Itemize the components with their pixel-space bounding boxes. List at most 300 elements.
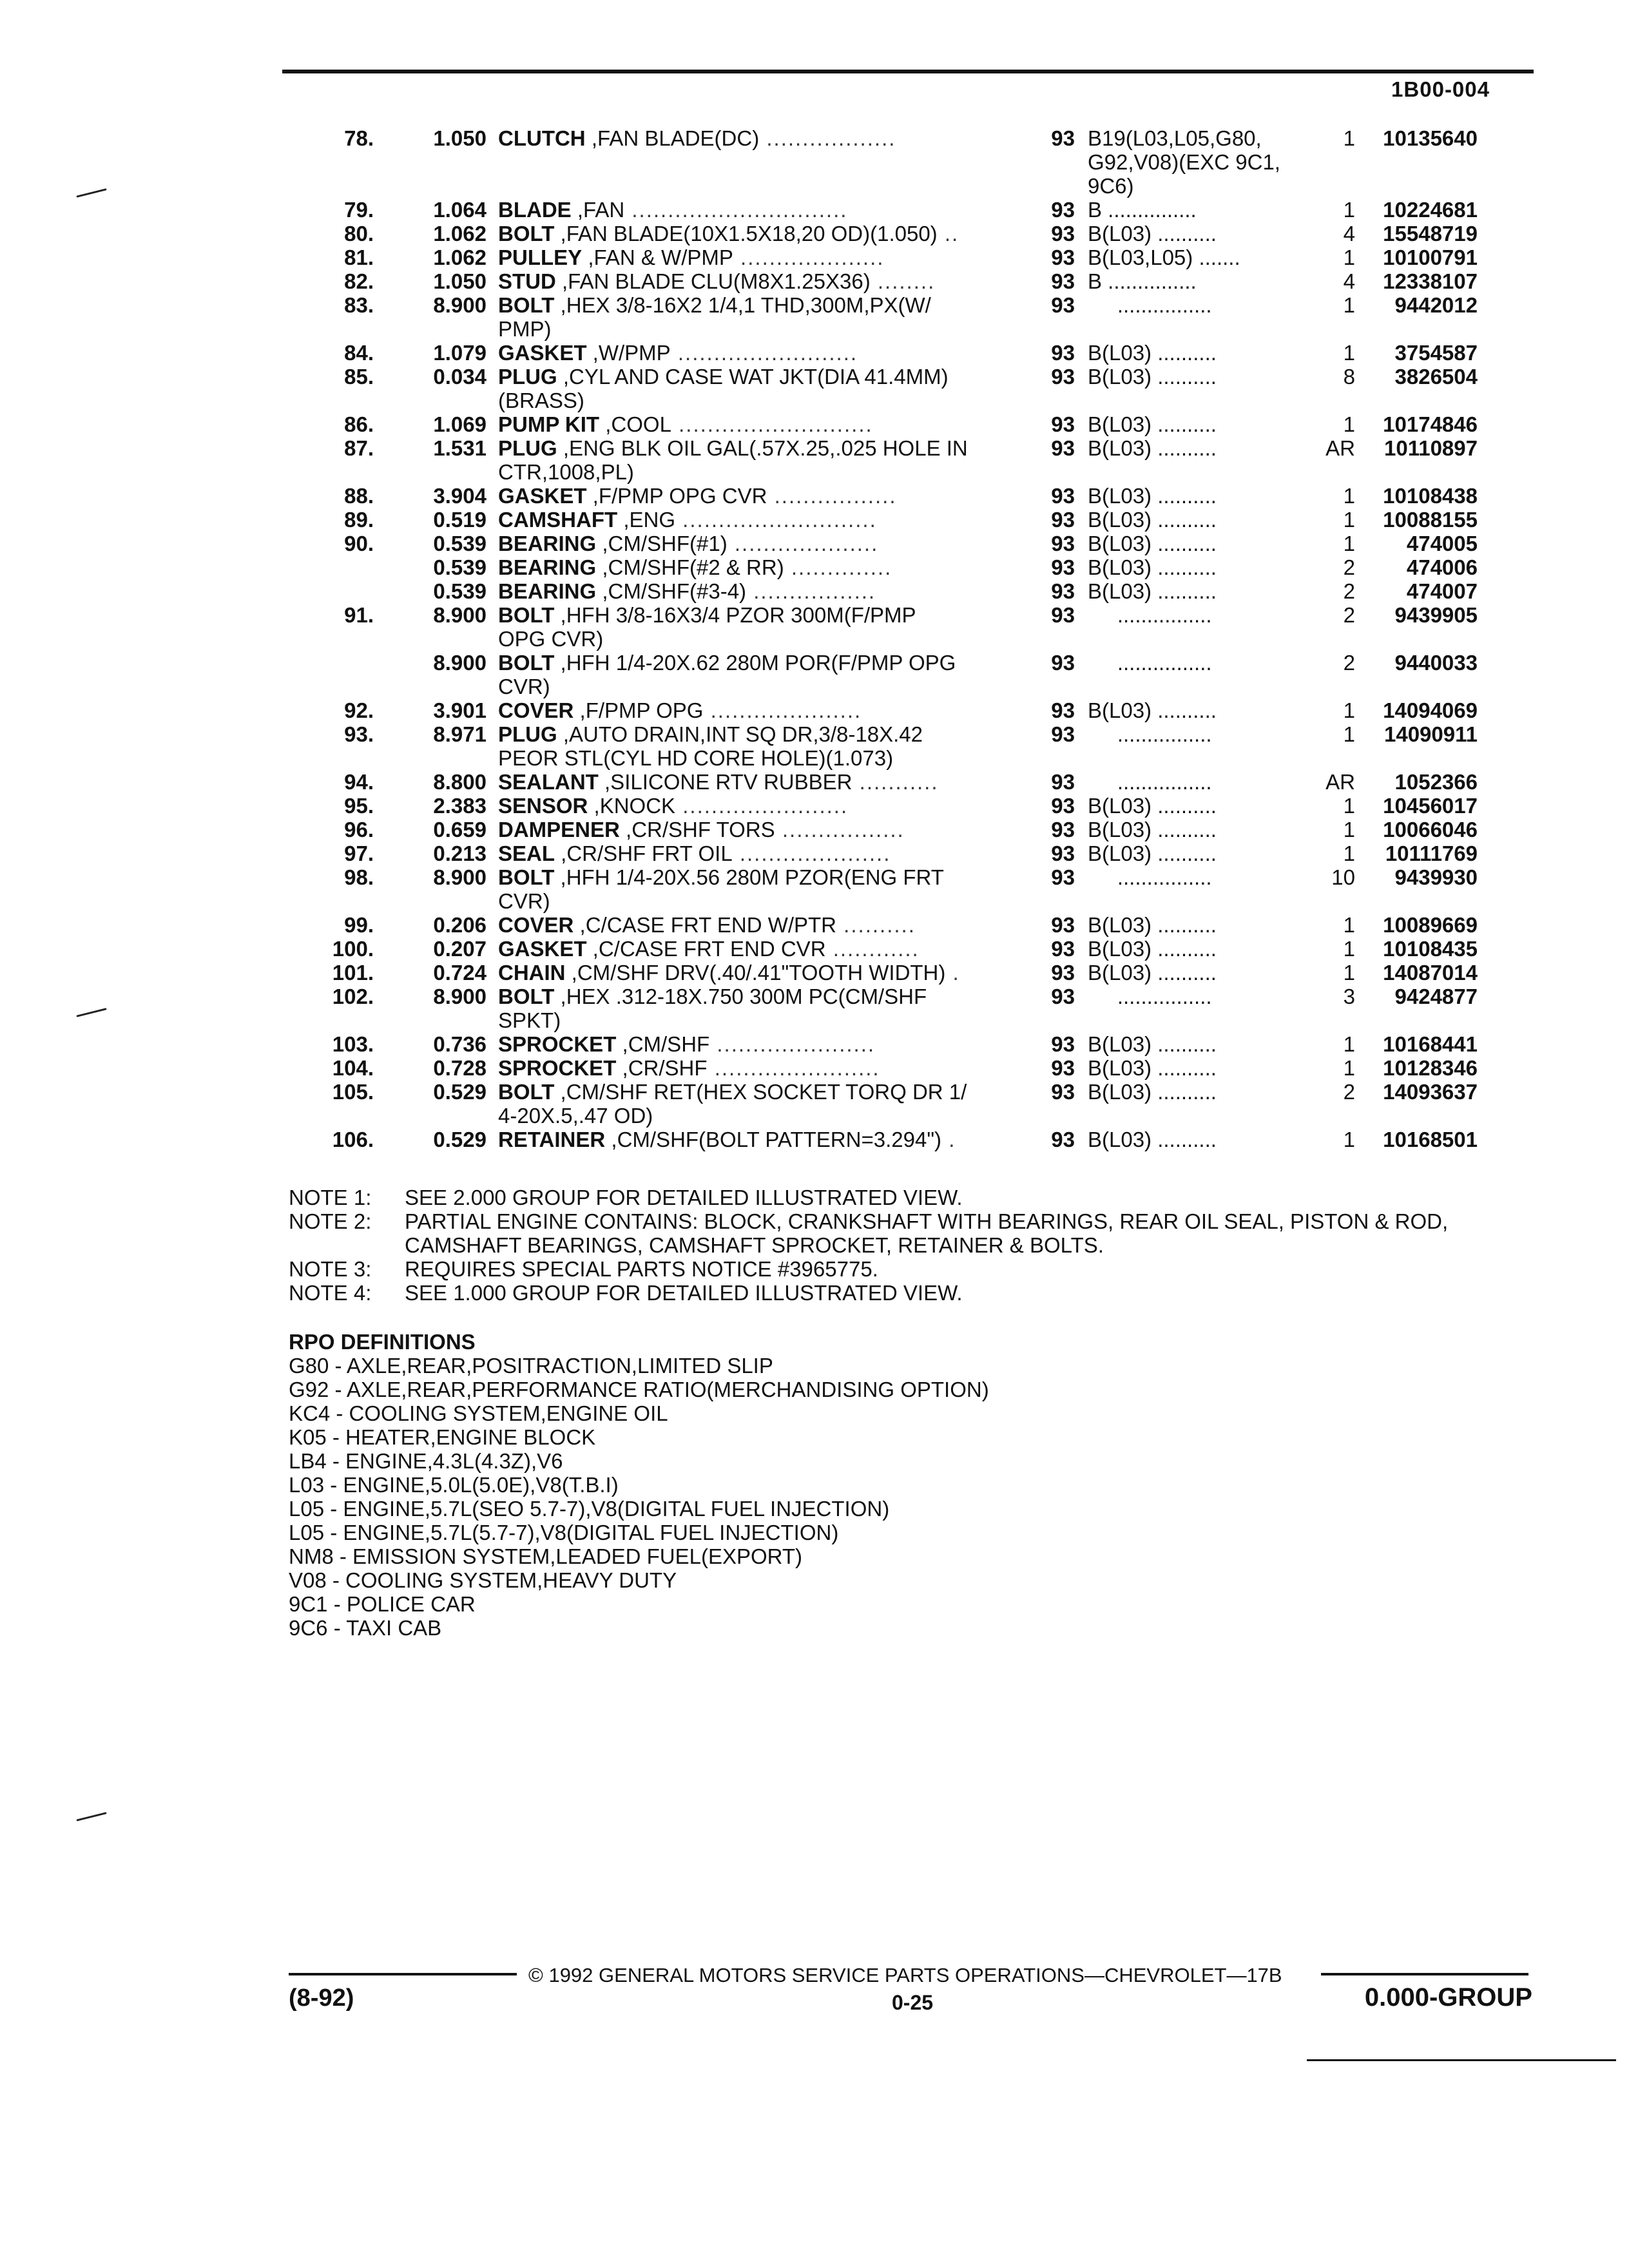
part-name: SEALANT (498, 770, 599, 794)
usage-code: B ............... (1088, 269, 1197, 293)
rpo-item: L05 - ENGINE,5.7L(SEO 5.7-7),V8(DIGITAL FUEL INJECTION) (289, 1497, 890, 1521)
usage-code: B(L03) .......... (1088, 841, 1217, 865)
part-row (277, 436, 1553, 484)
part-name: BOLT (498, 222, 555, 245)
part-description (487, 222, 1017, 245)
notes-section (289, 1186, 1552, 1305)
quantity: 4 (1343, 222, 1355, 245)
part-description (487, 126, 1017, 150)
usage-code: B(L03) .......... (1088, 365, 1217, 389)
quantity: 4 (1343, 269, 1355, 293)
part-row (277, 484, 1553, 508)
part-number: 9439905 (1394, 603, 1478, 627)
part-name: BOLT (498, 603, 555, 627)
note-label: NOTE 1: (289, 1186, 372, 1209)
note-text: SEE 2.000 GROUP FOR DETAILED ILLUSTRATED VIEW. (405, 1186, 963, 1209)
part-detail: ,CM/SHF(#2 & RR) (596, 555, 784, 579)
part-number: 10108438 (1383, 484, 1478, 508)
quantity: 1 (1343, 484, 1355, 508)
part-description (487, 913, 1017, 937)
model-year: 93 (1051, 245, 1075, 269)
part-row (277, 1056, 1553, 1080)
dot-leader: .............................. (624, 198, 848, 222)
model-year: 93 (1051, 913, 1075, 937)
model-year: 93 (1051, 770, 1075, 794)
note-label: NOTE 4: (289, 1281, 372, 1305)
dot-leader: ........................... (675, 508, 877, 532)
group-number: 0.659 (433, 818, 487, 841)
group-number: 3.904 (433, 484, 487, 508)
quantity: 1 (1343, 293, 1355, 317)
group-number: 0.539 (433, 579, 487, 603)
dot-leader: ............ (825, 937, 920, 961)
group-number: 8.900 (433, 865, 487, 889)
part-row (277, 937, 1553, 961)
part-number: 10110897 (1383, 436, 1478, 460)
part-row (277, 126, 1553, 198)
usage-code: B(L03) .......... (1088, 532, 1217, 555)
model-year: 93 (1051, 293, 1075, 317)
ref-number: 100. (332, 937, 374, 961)
dot-leader: . (945, 961, 960, 985)
part-name: STUD (498, 269, 556, 293)
part-name: GASKET (498, 484, 587, 508)
usage-code: B(L03) .......... (1088, 794, 1217, 818)
model-year: 93 (1051, 1080, 1075, 1104)
quantity: 2 (1343, 1080, 1355, 1104)
part-row (277, 532, 1553, 555)
quantity: 1 (1343, 818, 1355, 841)
part-number: 9424877 (1394, 985, 1478, 1008)
model-year: 93 (1051, 412, 1075, 436)
quantity: 10 (1331, 865, 1355, 889)
model-year: 93 (1051, 579, 1075, 603)
dot-leader: ................. (746, 579, 876, 603)
part-number: 14094069 (1383, 698, 1478, 722)
part-name: BOLT (498, 985, 555, 1008)
dot-leader: . (941, 1128, 956, 1151)
part-number: 10089669 (1383, 913, 1478, 937)
part-number: 10088155 (1383, 508, 1478, 532)
group-number: 1.079 (433, 341, 487, 365)
note-label: NOTE 3: (289, 1257, 372, 1281)
part-name: CAMSHAFT (498, 508, 618, 532)
bottom-edge-rule (1307, 2059, 1616, 2061)
ref-number: 81. (344, 245, 374, 269)
group-number: 0.724 (433, 961, 487, 985)
part-description (487, 245, 1017, 269)
part-row (277, 651, 1553, 698)
part-row (277, 269, 1553, 293)
usage-code: ................ (1088, 293, 1212, 317)
quantity: 1 (1343, 532, 1355, 555)
part-row (277, 865, 1553, 913)
part-description (487, 698, 1017, 722)
quantity: 3 (1343, 985, 1355, 1008)
part-detail: ,C/CASE FRT END W/PTR (574, 913, 837, 937)
part-detail: ,CYL AND CASE WAT JKT(DIA 41.4MM) (BRASS) (498, 365, 949, 412)
part-name: COVER (498, 698, 574, 722)
usage-code: B19(L03,L05,G80, G92,V08)(EXC 9C1, 9C6) (1088, 126, 1280, 198)
group-number: 0.736 (433, 1032, 487, 1056)
model-year: 93 (1051, 508, 1075, 532)
usage-code: B ............... (1088, 198, 1197, 222)
part-number: 9442012 (1394, 293, 1478, 317)
part-name: GASKET (498, 937, 587, 961)
part-number: 10174846 (1383, 412, 1478, 436)
part-description (487, 770, 1017, 794)
group-number: 8.900 (433, 293, 487, 317)
group-number: 0.539 (433, 555, 487, 579)
part-row (277, 293, 1553, 341)
rpo-item: L05 - ENGINE,5.7L(5.7-7),V8(DIGITAL FUEL INJECTION) (289, 1521, 839, 1544)
part-name: COVER (498, 913, 574, 937)
usage-code: B(L03) .......... (1088, 961, 1217, 985)
rpo-item: G80 - AXLE,REAR,POSITRACTION,LIMITED SLIP (289, 1354, 773, 1378)
part-detail: ,CR/SHF FRT OIL (555, 841, 733, 865)
margin-mark (76, 1812, 106, 1821)
note-text: PARTIAL ENGINE CONTAINS: BLOCK, CRANKSHAFT WITH BEARINGS, REAR OIL SEAL, PISTON & ROD, CAMSHAFT BEARINGS, CAMSHAFT SPROCKET, RETAINER & BOLTS. (405, 1209, 1449, 1257)
model-year: 93 (1051, 794, 1075, 818)
part-number: 12338107 (1383, 269, 1478, 293)
quantity: 1 (1343, 1032, 1355, 1056)
group-number: 0.206 (433, 913, 487, 937)
part-description (487, 1128, 1017, 1151)
dot-leader: .................. (759, 126, 896, 150)
part-description (487, 794, 1017, 818)
part-row (277, 722, 1553, 770)
part-number: 14093637 (1383, 1080, 1478, 1104)
part-row (277, 698, 1553, 722)
ref-number: 85. (344, 365, 374, 389)
part-detail: ,HFH 1/4-20X.56 280M PZOR(ENG FRT CVR) (498, 865, 944, 913)
part-description (487, 198, 1017, 222)
group-number: 0.207 (433, 937, 487, 961)
rpo-item: KC4 - COOLING SYSTEM,ENGINE OIL (289, 1401, 668, 1425)
ref-number: 78. (344, 126, 374, 150)
model-year: 93 (1051, 937, 1075, 961)
part-number: 10224681 (1383, 198, 1478, 222)
quantity: 1 (1343, 1128, 1355, 1151)
part-detail: ,CM/SHF RET(HEX SOCKET TORQ DR 1/ 4-20X.5,.47 OD) (498, 1080, 967, 1128)
part-row (277, 1032, 1553, 1056)
quantity: 1 (1343, 794, 1355, 818)
part-description (487, 651, 1017, 698)
group-number: 1.064 (433, 198, 487, 222)
ref-number: 94. (344, 770, 374, 794)
usage-code: ................ (1088, 722, 1212, 746)
quantity: 1 (1343, 412, 1355, 436)
part-detail: ,CM/SHF DRV(.40/.41"TOOTH WIDTH) (565, 961, 946, 985)
dot-leader: ....................... (707, 1056, 880, 1080)
ref-number: 106. (332, 1128, 374, 1151)
part-description (487, 603, 1017, 651)
part-detail: ,SILICONE RTV RUBBER (598, 770, 853, 794)
usage-code: B(L03,L05) ....... (1088, 245, 1240, 269)
part-name: BOLT (498, 293, 555, 317)
part-row (277, 555, 1553, 579)
note-label: NOTE 2: (289, 1209, 372, 1233)
ref-number: 84. (344, 341, 374, 365)
part-number: 10168501 (1383, 1128, 1478, 1151)
quantity: 1 (1343, 198, 1355, 222)
part-name: BOLT (498, 1080, 555, 1104)
model-year: 93 (1051, 651, 1075, 675)
part-row (277, 222, 1553, 245)
part-description (487, 1080, 1017, 1128)
quantity: 1 (1343, 961, 1355, 985)
usage-code: B(L03) .......... (1088, 555, 1217, 579)
group-number: 1.050 (433, 269, 487, 293)
part-description (487, 532, 1017, 555)
usage-code: B(L03) .......... (1088, 1032, 1217, 1056)
ref-number: 101. (332, 961, 374, 985)
part-number: 10066046 (1383, 818, 1478, 841)
part-name: PULLEY (498, 245, 583, 269)
note-row (289, 1209, 1552, 1257)
part-description (487, 937, 1017, 961)
part-description (487, 985, 1017, 1032)
model-year: 93 (1051, 126, 1075, 150)
part-detail: ,CR/SHF TORS (619, 818, 775, 841)
quantity: AR (1325, 436, 1355, 460)
part-detail: ,ENG BLK OIL GAL(.57X.25,.025 HOLE IN CTR,1008,PL) (498, 436, 968, 484)
model-year: 93 (1051, 341, 1075, 365)
part-detail: ,AUTO DRAIN,INT SQ DR,3/8-18X.42 PEOR STL(CYL HD CORE HOLE)(1.073) (498, 722, 923, 770)
quantity: 1 (1343, 698, 1355, 722)
part-description (487, 961, 1017, 985)
group-number: 8.900 (433, 603, 487, 627)
ref-number: 89. (344, 508, 374, 532)
model-year: 93 (1051, 555, 1075, 579)
part-detail: ,FAN & W/PMP (582, 245, 733, 269)
part-description (487, 293, 1017, 341)
quantity: 1 (1343, 341, 1355, 365)
part-description (487, 865, 1017, 913)
part-detail: ,F/PMP OPG (574, 698, 704, 722)
ref-number: 104. (332, 1056, 374, 1080)
part-detail: ,HEX .312-18X.750 300M PC(CM/SHF SPKT) (498, 985, 927, 1032)
group-number: 1.531 (433, 436, 487, 460)
usage-code: ................ (1088, 985, 1212, 1008)
part-row (277, 198, 1553, 222)
usage-code: ................ (1088, 603, 1212, 627)
group-number: 0.529 (433, 1128, 487, 1151)
part-row (277, 579, 1553, 603)
part-row (277, 603, 1553, 651)
ref-number: 92. (344, 698, 374, 722)
part-number: 10100791 (1383, 245, 1478, 269)
part-detail: ,ENG (617, 508, 676, 532)
quantity: 1 (1343, 245, 1355, 269)
part-number: 14090911 (1383, 722, 1478, 746)
part-detail: ,FAN BLADE(10X1.5X18,20 OD)(1.050) (554, 222, 938, 245)
usage-code: ................ (1088, 651, 1212, 675)
part-detail: ,C/CASE FRT END CVR (586, 937, 826, 961)
part-detail: ,FAN BLADE CLU(M8X1.25X36) (555, 269, 871, 293)
usage-code: B(L03) .......... (1088, 1056, 1217, 1080)
group-number: 1.062 (433, 222, 487, 245)
quantity: 1 (1343, 841, 1355, 865)
part-description (487, 269, 1017, 293)
ref-number: 87. (344, 436, 374, 460)
usage-code: B(L03) .......... (1088, 1080, 1217, 1104)
ref-number: 83. (344, 293, 374, 317)
part-row (277, 508, 1553, 532)
part-number: 9440033 (1394, 651, 1478, 675)
note-text: REQUIRES SPECIAL PARTS NOTICE #3965775. (405, 1257, 878, 1281)
rpo-item: LB4 - ENGINE,4.3L(4.3Z),V6 (289, 1449, 563, 1473)
quantity: 1 (1343, 126, 1355, 150)
ref-number: 86. (344, 412, 374, 436)
dot-leader: ................. (775, 818, 905, 841)
part-row (277, 1080, 1553, 1128)
part-row (277, 1128, 1553, 1151)
rpo-item: L03 - ENGINE,5.0L(5.0E),V8(T.B.I) (289, 1473, 619, 1497)
rpo-title: RPO DEFINITIONS (289, 1330, 476, 1354)
part-name: BEARING (498, 532, 597, 555)
dot-leader: ..................... (732, 841, 891, 865)
usage-code: B(L03) .......... (1088, 1128, 1217, 1151)
usage-code: B(L03) .......... (1088, 698, 1217, 722)
quantity: 2 (1343, 555, 1355, 579)
part-name: SPROCKET (498, 1032, 617, 1056)
note-text: SEE 1.000 GROUP FOR DETAILED ILLUSTRATED VIEW. (405, 1281, 963, 1305)
part-number: 15548719 (1383, 222, 1478, 245)
part-description (487, 436, 1017, 484)
ref-number: 105. (332, 1080, 374, 1104)
rpo-item: V08 - COOLING SYSTEM,HEAVY DUTY (289, 1568, 677, 1592)
top-rule (282, 70, 1534, 73)
rpo-item: G92 - AXLE,REAR,PERFORMANCE RATIO(MERCHANDISING OPTION) (289, 1378, 989, 1401)
part-detail: ,HFH 1/4-20X.62 280M POR(F/PMP OPG CVR) (498, 651, 956, 698)
part-number: 10168441 (1383, 1032, 1478, 1056)
part-name: RETAINER (498, 1128, 606, 1151)
group-number: 8.900 (433, 651, 487, 675)
dot-leader: .................... (733, 245, 885, 269)
part-name: SPROCKET (498, 1056, 617, 1080)
model-year: 93 (1051, 1128, 1075, 1151)
rpo-definitions (289, 1330, 989, 1640)
part-description (487, 579, 1017, 603)
model-year: 93 (1051, 1056, 1075, 1080)
part-detail: ,HFH 3/8-16X3/4 PZOR 300M(F/PMP OPG CVR) (498, 603, 916, 651)
group-number: 0.539 (433, 532, 487, 555)
part-detail: ,CM/SHF(#1) (596, 532, 728, 555)
part-name: SEAL (498, 841, 555, 865)
part-name: BOLT (498, 865, 555, 889)
group-number: 1.050 (433, 126, 487, 150)
usage-code: B(L03) .......... (1088, 436, 1217, 460)
ref-number: 90. (344, 532, 374, 555)
part-detail: ,CR/SHF (616, 1056, 708, 1080)
group-number: 0.519 (433, 508, 487, 532)
model-year: 93 (1051, 532, 1075, 555)
part-detail: ,KNOCK (588, 794, 676, 818)
part-name: GASKET (498, 341, 587, 365)
model-year: 93 (1051, 603, 1075, 627)
rpo-item: NM8 - EMISSION SYSTEM,LEADED FUEL(EXPORT) (289, 1544, 803, 1568)
dot-leader: ....................... (675, 794, 849, 818)
part-description (487, 508, 1017, 532)
note-row (289, 1257, 1552, 1281)
part-number: 10128346 (1383, 1056, 1478, 1080)
dot-leader: .......... (836, 913, 916, 937)
part-name: SENSOR (498, 794, 588, 818)
part-description (487, 1032, 1017, 1056)
quantity: 1 (1343, 913, 1355, 937)
part-name: DAMPENER (498, 818, 620, 841)
part-name: BLADE (498, 198, 572, 222)
group-number: 2.383 (433, 794, 487, 818)
usage-code: B(L03) .......... (1088, 412, 1217, 436)
ref-number: 103. (332, 1032, 374, 1056)
footer-date: (8-92) (289, 1984, 354, 2012)
dot-leader: .. (937, 222, 959, 245)
part-detail: ,F/PMP OPG CVR (586, 484, 767, 508)
part-description (487, 555, 1017, 579)
quantity: 1 (1343, 937, 1355, 961)
usage-code: B(L03) .......... (1088, 508, 1217, 532)
ref-number: 88. (344, 484, 374, 508)
part-row (277, 961, 1553, 985)
group-number: 1.069 (433, 412, 487, 436)
footer-rule-right (1321, 1973, 1528, 1975)
part-description (487, 484, 1017, 508)
quantity: AR (1325, 770, 1355, 794)
page-id: 1B00-004 (1391, 77, 1490, 101)
part-name: PUMP KIT (498, 412, 600, 436)
group-number: 8.900 (433, 985, 487, 1008)
ref-number: 95. (344, 794, 374, 818)
ref-number: 82. (344, 269, 374, 293)
part-description (487, 341, 1017, 365)
dot-leader: ........... (852, 770, 939, 794)
footer-group: 0.000-GROUP (1364, 1983, 1532, 2012)
margin-mark (76, 1008, 106, 1017)
usage-code: B(L03) .......... (1088, 937, 1217, 961)
dot-leader: ..................... (703, 698, 862, 722)
ref-number: 97. (344, 841, 374, 865)
part-row (277, 245, 1553, 269)
part-detail: ,HEX 3/8-16X2 1/4,1 THD,300M,PX(W/ PMP) (498, 293, 931, 341)
model-year: 93 (1051, 698, 1075, 722)
part-row (277, 770, 1553, 794)
ref-number: 93. (344, 722, 374, 746)
part-description (487, 365, 1017, 412)
part-row (277, 794, 1553, 818)
model-year: 93 (1051, 1032, 1075, 1056)
rpo-item: 9C6 - TAXI CAB (289, 1616, 442, 1640)
part-row (277, 412, 1553, 436)
dot-leader: .............. (784, 555, 892, 579)
part-description (487, 841, 1017, 865)
part-row (277, 841, 1553, 865)
part-row (277, 985, 1553, 1032)
ref-number: 96. (344, 818, 374, 841)
quantity: 8 (1343, 365, 1355, 389)
part-name: PLUG (498, 722, 557, 746)
ref-number: 79. (344, 198, 374, 222)
group-number: 0.034 (433, 365, 487, 389)
rpo-item: 9C1 - POLICE CAR (289, 1592, 476, 1616)
part-description (487, 818, 1017, 841)
dot-leader: ...................... (709, 1032, 876, 1056)
group-number: 0.213 (433, 841, 487, 865)
part-detail: ,CM/SHF(BOLT PATTERN=3.294") (605, 1128, 942, 1151)
usage-code: B(L03) .......... (1088, 484, 1217, 508)
part-description (487, 1056, 1017, 1080)
